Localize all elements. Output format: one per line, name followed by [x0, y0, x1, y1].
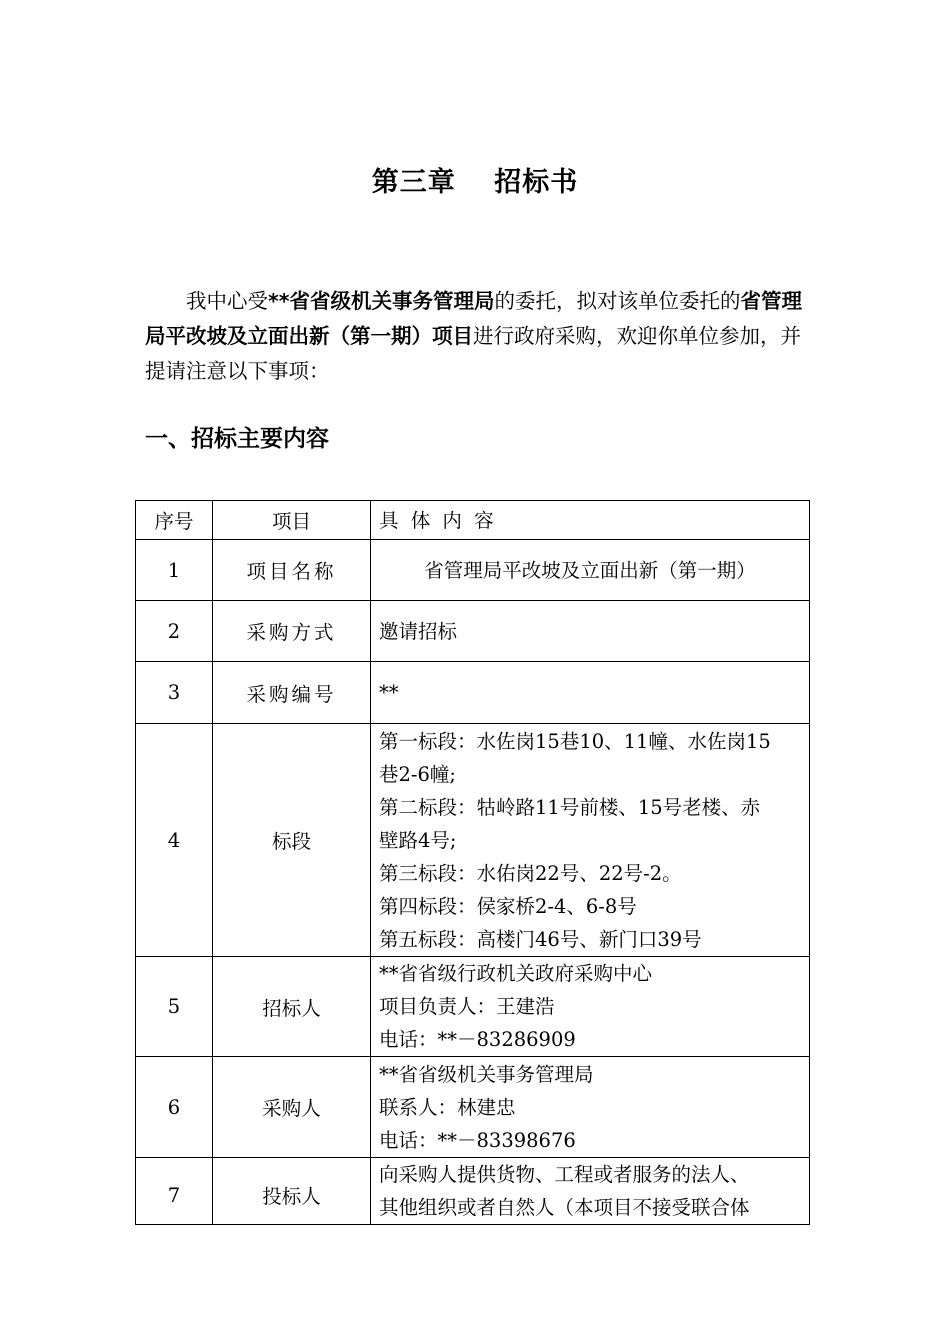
- content-line: **: [379, 681, 399, 704]
- chapter-title: 第三章 招标书: [371, 167, 579, 198]
- project-name: 省管理局平改坡及立面出新（第一期）项目: [145, 289, 802, 348]
- row-content: [371, 1057, 810, 1158]
- content-line: 电话：**－83286909: [379, 1028, 576, 1051]
- content-line: 巷2-6幢;: [379, 762, 456, 786]
- intro-text-2: 的委托，拟对该单位委托的: [494, 289, 741, 313]
- content-line: 项目负责人：王建浩: [379, 995, 555, 1018]
- row-content: [371, 724, 810, 957]
- table-row: [136, 540, 810, 601]
- table-header-row: [136, 501, 810, 540]
- content-line: 第二标段：牯岭路11号前楼、15号老楼、赤: [379, 795, 761, 819]
- row-no: 1: [136, 540, 213, 601]
- intro-text-1: 我中心受: [186, 289, 268, 313]
- content-line: 第一标段：水佐岗15巷10、11幢、水佐岗15: [379, 729, 771, 753]
- row-content: [371, 601, 810, 662]
- row-item: 项目名称: [213, 540, 371, 601]
- content-line: 省管理局平改坡及立面出新（第一期）: [424, 558, 756, 582]
- table-row: [136, 662, 810, 724]
- table-row: [136, 724, 810, 957]
- content-line: 其他组织或者自然人（本项目不接受联合体: [379, 1196, 750, 1219]
- row-no: 2: [136, 601, 213, 662]
- content-line: 电话：**－83398676: [379, 1128, 576, 1152]
- row-content: [371, 1158, 810, 1225]
- table-row: [136, 957, 810, 1057]
- header-content: 具 体 内 容: [371, 501, 810, 540]
- row-item: 采购方式: [213, 601, 371, 662]
- row-no: 3: [136, 662, 213, 724]
- content-line: 联系人：林建忠: [379, 1095, 516, 1119]
- table-row: [136, 1057, 810, 1158]
- content-line: 第五标段：高楼门46号、新门口39号: [379, 927, 702, 951]
- row-no: 4: [136, 724, 213, 957]
- row-no: 6: [136, 1057, 213, 1158]
- header-no: 序号: [136, 501, 213, 540]
- row-no: 5: [136, 957, 213, 1057]
- row-item: 投标人: [213, 1158, 371, 1225]
- section-heading: 一、招标主要内容: [145, 426, 329, 452]
- entrusting-party: **省省级机关事务管理局: [268, 289, 495, 313]
- bidding-content-table: [135, 500, 810, 1225]
- content-line: 壁路4号;: [379, 828, 457, 852]
- content-line: 第三标段：水佑岗22号、22号-2。: [379, 861, 682, 885]
- content-line: 向采购人提供货物、工程或者服务的法人、: [379, 1163, 750, 1186]
- row-item: 招标人: [213, 957, 371, 1057]
- content-line: **省省级行政机关政府采购中心: [379, 962, 653, 985]
- content-line: 邀请招标: [379, 619, 458, 643]
- content-line: **省省级机关事务管理局: [379, 1062, 594, 1086]
- table-row: [136, 601, 810, 662]
- row-no: 7: [136, 1158, 213, 1225]
- row-item: 采购人: [213, 1057, 371, 1158]
- row-content: [371, 662, 810, 724]
- header-item: 项目: [213, 501, 371, 540]
- table-row: [136, 1158, 810, 1225]
- row-content: [371, 957, 810, 1057]
- content-line: 第四标段：侯家桥2-4、6-8号: [379, 894, 637, 918]
- row-item: 标段: [213, 724, 371, 957]
- row-item: 采购编号: [213, 662, 371, 724]
- intro-paragraph: [145, 284, 810, 389]
- row-content: [371, 540, 810, 601]
- intro-text-3: 进行政府采购，欢迎你单位参加，并提请注意以下事项：: [145, 324, 801, 383]
